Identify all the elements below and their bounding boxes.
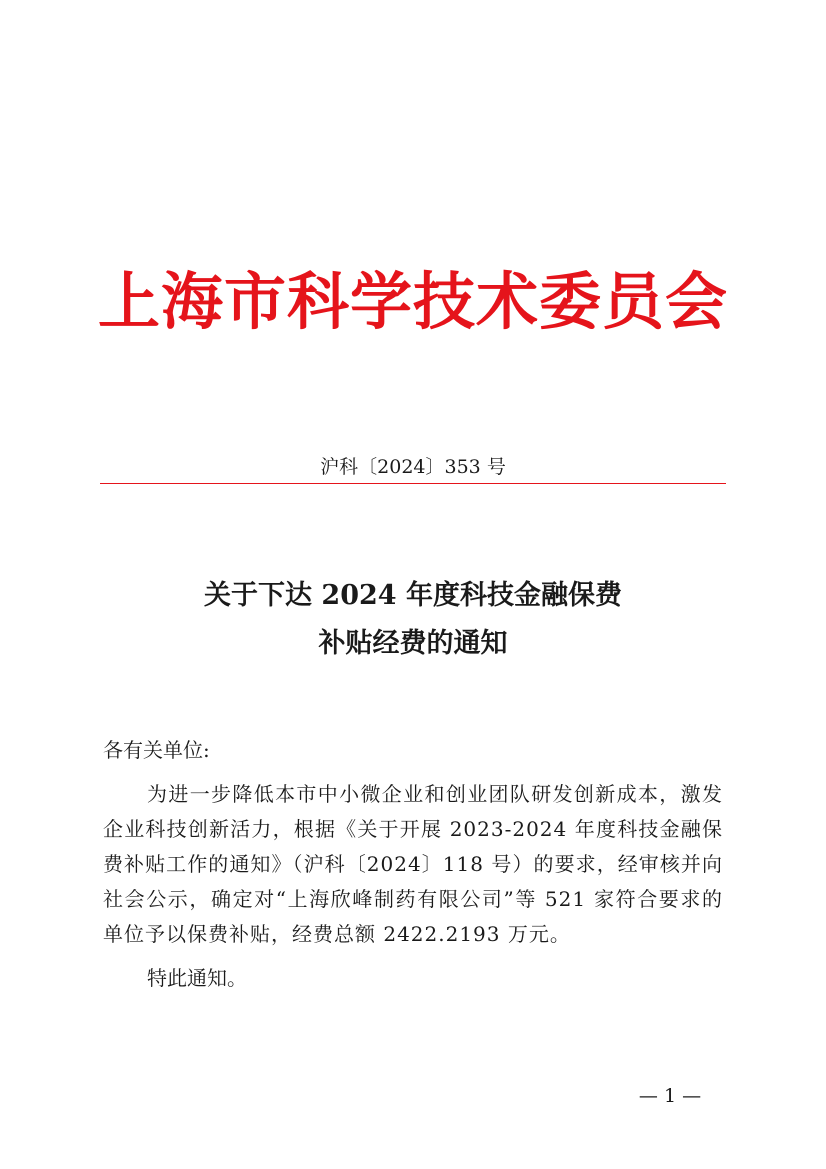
document-title bbox=[0, 572, 826, 668]
salutation: 各有关单位: bbox=[103, 738, 210, 762]
body-paragraph: 为进一步降低本市中小微企业和创业团队研发创新成本，激发企业科技创新活力，根据《关于开展 2023-2024 年度科技金融保费补贴工作的通知》（沪科〔2024〕118 号）的要求，经审核并向社会公示，确定对“上海欣峰制药有限公司”等 521 家符合要求的单位予以保费补贴，经费总额 2422.2193 万元。 bbox=[103, 782, 723, 946]
document-number: 沪科〔2024〕353 号 bbox=[320, 456, 506, 478]
title-line-2: 补贴经费的通知 bbox=[318, 628, 508, 659]
issuer-masthead: 上海市科学技术委员会 bbox=[97, 265, 728, 338]
page-number: — 1 — bbox=[638, 1085, 702, 1107]
red-divider-line bbox=[100, 483, 726, 484]
document-body bbox=[103, 733, 723, 996]
title-line-1: 关于下达 2024 年度科技金融保费 bbox=[204, 580, 622, 611]
closing-line: 特此通知。 bbox=[147, 966, 247, 990]
